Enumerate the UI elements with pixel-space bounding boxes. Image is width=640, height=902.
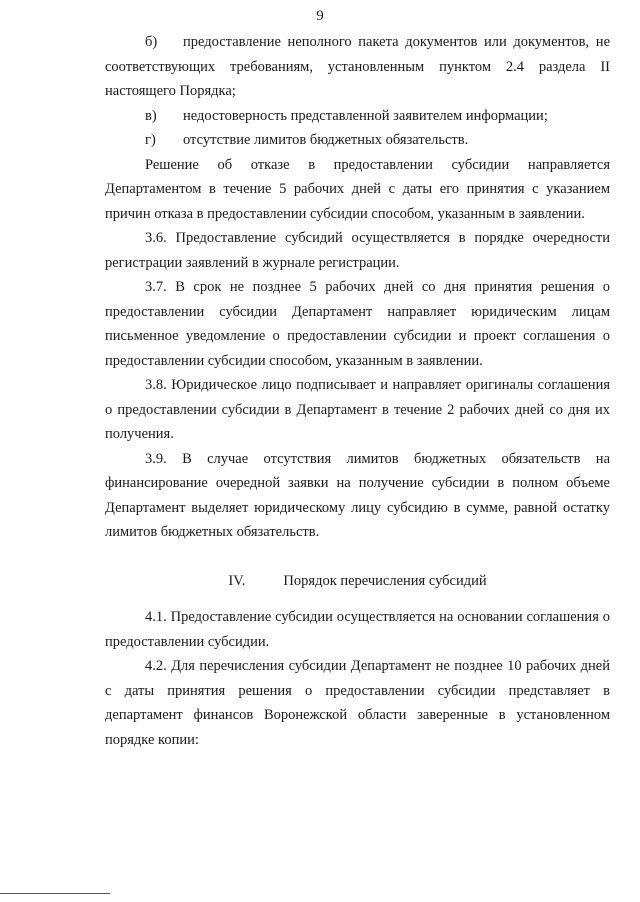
list-item bbox=[105, 104, 610, 129]
paragraph-refusal-decision: Решение об отказе в предоставлении субсидии направляется Департаментом в течение 5 рабочих дней с даты его принятия с указанием причин отказа в предоставлении субсидии способом, указанным в заявлении. bbox=[105, 156, 610, 222]
list-item-text: отсутствие лимитов бюджетных обязательств. bbox=[183, 132, 469, 148]
document-body bbox=[105, 30, 610, 752]
paragraph-4-1: 4.1. Предоставление субсидии осуществляется на основании соглашения о предоставлении субсидии. bbox=[105, 609, 610, 650]
paragraph-3-6: 3.6. Предоставление субсидий осуществляется в порядке очередности регистрации заявлений в журнале регистрации. bbox=[105, 230, 610, 271]
page-number: 9 bbox=[316, 8, 324, 24]
list-item-text: предоставление неполного пакета документов или документов, не соответствующих требованиям, установленным пунктом 2.4 раздела II настоящего Порядка; bbox=[105, 34, 610, 99]
section-number: IV. bbox=[228, 572, 246, 589]
paragraph-3-9: 3.9. В случае отсутствия лимитов бюджетных обязательств на финансирование очередной заявки на получение субсидии в полном объеме Департамент выделяет юридическому лицу субсидию в сумме, равной остатку лимитов бюджетных обязательств. bbox=[105, 450, 610, 540]
list-marker: г) bbox=[145, 132, 156, 148]
paragraph-4-2: 4.2. Для перечисления субсидии Департамент не позднее 10 рабочих дней с даты принятия решения о предоставлении субсидии представляет в департамент финансов Воронежской области заверенные в установленном порядке копии: bbox=[105, 658, 610, 748]
list-item bbox=[105, 128, 610, 153]
list-item-text: недостоверность представленной заявителем информации; bbox=[183, 107, 548, 124]
list-marker: в) bbox=[145, 107, 157, 124]
section-heading bbox=[105, 569, 610, 594]
paragraph-3-8: 3.8. Юридическое лицо подписывает и направляет оригиналы соглашения о предоставлении субсидии в Департамент в течение 2 рабочих дней со дня их получения. bbox=[105, 377, 610, 442]
list-item bbox=[105, 30, 610, 104]
list-marker: б) bbox=[145, 34, 158, 50]
section-title: Порядок перечисления субсидий bbox=[283, 572, 487, 589]
footer-divider bbox=[0, 893, 110, 894]
paragraph-3-7: 3.7. В срок не позднее 5 рабочих дней со дня принятия решения о предоставлении субсидии Департамент направляет юридическим лицам письменное уведомление о предоставлении субсидии и проект соглашения о предоставлении субсидии способом, указанным в заявлении. bbox=[105, 279, 610, 369]
